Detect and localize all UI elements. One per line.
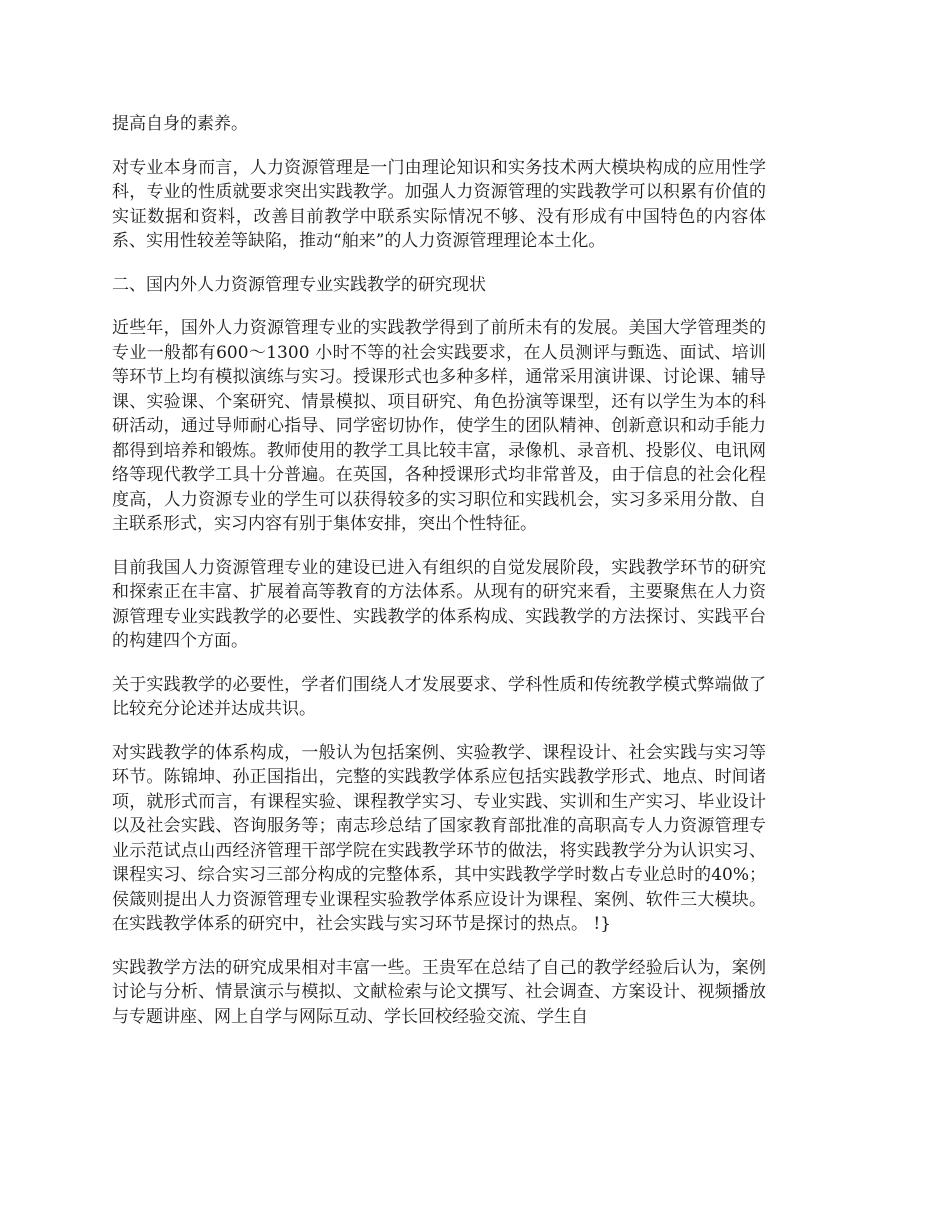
section-heading: 二、国内外人力资源管理专业实践教学的研究现状 [112,274,486,295]
paragraph-2: 对专业本身而言，人力资源管理是一门由理论知识和实务技术两大模块构成的应用性学科，专业的性质就要求突出实践教学。加强人力资源管理的实践教学可以积累有价值的实证数据和资料，改善目前教学中联系实际情况不够、没有形成有中国特色的内容体系、实用性较差等缺陷，推动“舶来”的人力资源管理理论本土化。 [112,157,766,251]
paragraph-5: 关于实践教学的必要性，学者们围绕人才发展要求、学科性质和传统教学模式弊端做了比较充分论述并达成共识。 [112,674,766,719]
document-page [112,112,766,1048]
paragraph-4: 目前我国人力资源管理专业的建设已进入有组织的自觉发展阶段，实践教学环节的研究和探索正在丰富、扩展着高等教育的方法体系。从现有的研究来看，主要聚焦在人力资源管理专业实践教学的必要性、实践教学的体系构成、实践教学的方法探讨、实践平台的构建四个方面。 [112,557,766,651]
paragraph-7: 实践教学方法的研究成果相对丰富一些。王贵军在总结了自己的教学经验后认为，案例讨论与分析、情景演示与模拟、文献检索与论文撰写、社会调查、方案设计、视频播放与专题讲座、网上自学与网际互动、学长回校经验交流、学生自 [112,957,766,1027]
paragraph-1: 提高自身的素养。 [112,114,248,134]
paragraph-6: 对实践教学的体系构成，一般认为包括案例、实验教学、课程设计、社会实践与实习等环节。陈锦坤、孙正国指出，完整的实践教学体系应包括实践教学形式、地点、时间诸项，就形式而言，有课程实验、课程教学实习、专业实践、实训和生产实习、毕业设计以及社会实践、咨询服务等；南志珍总结了国家教育部批准的高职高专人力资源管理专业示范试点山西经济管理干部学院在实践教学环节的做法，将实践教学分为认识实习、课程实习、综合实习三部分构成的完整体系，其中实践教学学时数占专业总时的40%；侯箴则提出人力资源管理专业课程实验教学体系应设计为课程、案例、软件三大模块。在实践教学体系的研究中，社会实践与实习环节是探讨的热点。 !} [112,742,766,934]
paragraph-3: 近些年，国外人力资源管理专业的实践教学得到了前所未有的发展。美国大学管理类的专业一般都有600～1300 小时不等的社会实践要求，在人员测评与甄选、面试、培训等环节上均有模拟演练与实习。授课形式也多种多样，通常采用演讲课、讨论课、辅导课、实验课、个案研究、情景模拟、项目研究、角色扮演等课型，还有以学生为本的科研活动，通过导师耐心指导、同学密切协作，使学生的团队精神、创新意识和动手能力都得到培养和锻炼。教师使用的教学工具比较丰富，录像机、录音机、投影仪、电讯网络等现代教学工具十分普遍。在英国，各种授课形式均非常普及，由于信息的社会化程度高，人力资源专业的学生可以获得较多的实习职位和实践机会，实习多采用分散、自主联系形式，实习内容有别于集体安排，突出个性特征。 [112,318,766,534]
